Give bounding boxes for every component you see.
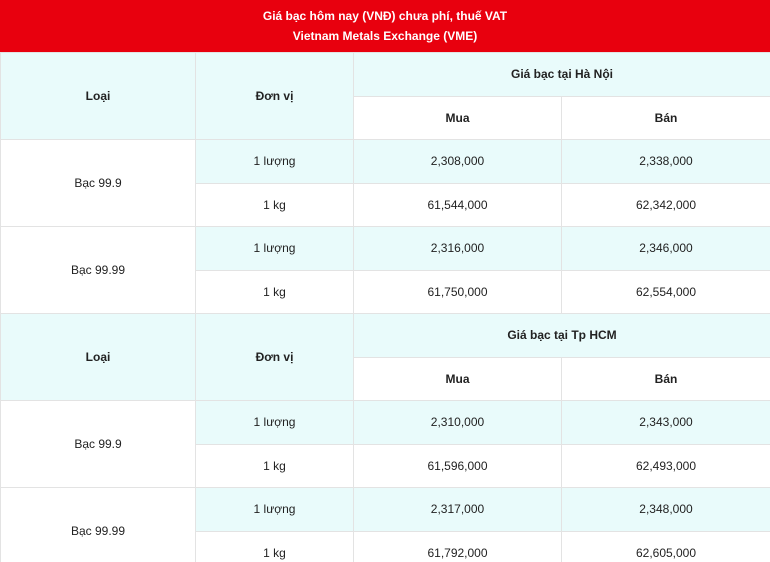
- silver-type-cell: Bạc 99.9: [1, 401, 196, 488]
- buy-price-cell: 61,596,000: [354, 444, 562, 488]
- unit-cell: 1 lượng: [196, 401, 354, 445]
- column-header-buy: Mua: [354, 357, 562, 401]
- unit-cell: 1 lượng: [196, 140, 354, 184]
- table-row: [1, 488, 770, 532]
- column-header-sell: Bán: [562, 357, 770, 401]
- buy-price-cell: 61,750,000: [354, 270, 562, 314]
- sell-price-cell: 62,554,000: [562, 270, 770, 314]
- sell-price-cell: 2,343,000: [562, 401, 770, 445]
- buy-price-cell: 2,308,000: [354, 140, 562, 184]
- header-row: [1, 53, 770, 97]
- unit-cell: 1 lượng: [196, 488, 354, 532]
- buy-price-cell: 61,792,000: [354, 531, 562, 562]
- column-header-unit: Đơn vị: [196, 53, 354, 140]
- table-row: [1, 140, 770, 184]
- silver-price-table: [0, 52, 770, 562]
- column-header-type: Loại: [1, 53, 196, 140]
- title-line-1: Giá bạc hôm nay (VNĐ) chưa phí, thuế VAT: [262, 9, 508, 23]
- unit-cell: 1 kg: [196, 270, 354, 314]
- sell-price-cell: 62,605,000: [562, 531, 770, 562]
- unit-cell: 1 kg: [196, 444, 354, 488]
- buy-price-cell: 2,316,000: [354, 227, 562, 271]
- unit-cell: 1 kg: [196, 531, 354, 562]
- silver-type-cell: Bạc 99.99: [1, 227, 196, 314]
- unit-cell: 1 lượng: [196, 227, 354, 271]
- table-title: [0, 0, 770, 52]
- buy-price-cell: 2,310,000: [354, 401, 562, 445]
- silver-type-cell: Bạc 99.99: [1, 488, 196, 562]
- header-row: [1, 314, 770, 358]
- sell-price-cell: 2,346,000: [562, 227, 770, 271]
- sell-price-cell: 62,342,000: [562, 183, 770, 227]
- sell-price-cell: 2,348,000: [562, 488, 770, 532]
- silver-type-cell: Bạc 99.9: [1, 140, 196, 227]
- sell-price-cell: 62,493,000: [562, 444, 770, 488]
- buy-price-cell: 2,317,000: [354, 488, 562, 532]
- unit-cell: 1 kg: [196, 183, 354, 227]
- region-header-hanoi: Giá bạc tại Hà Nội: [354, 53, 770, 97]
- buy-price-cell: 61,544,000: [354, 183, 562, 227]
- column-header-buy: Mua: [354, 96, 562, 140]
- table-row: [1, 227, 770, 271]
- title-line-2: Vietnam Metals Exchange (VME): [292, 29, 478, 43]
- table-row: [1, 401, 770, 445]
- sell-price-cell: 2,338,000: [562, 140, 770, 184]
- column-header-unit: Đơn vị: [196, 314, 354, 401]
- column-header-type: Loại: [1, 314, 196, 401]
- region-header-hcm: Giá bạc tại Tp HCM: [354, 314, 770, 358]
- column-header-sell: Bán: [562, 96, 770, 140]
